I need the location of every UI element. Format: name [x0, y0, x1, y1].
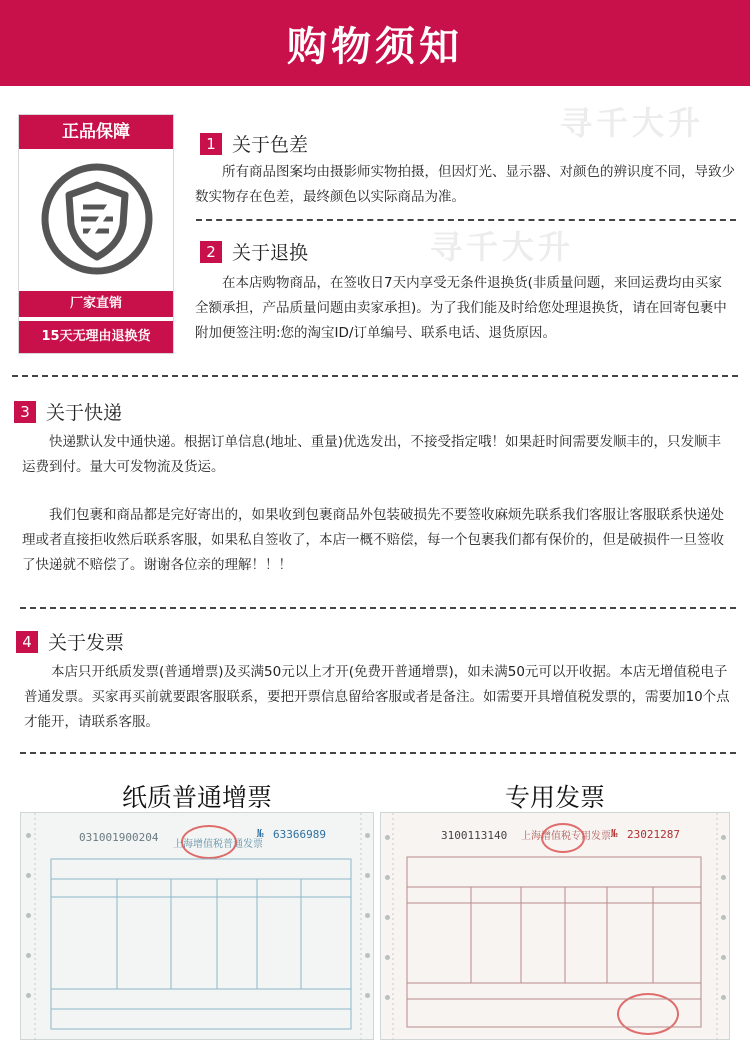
divider: [20, 607, 736, 609]
sprocket-hole: [26, 953, 31, 958]
sprocket-hole: [26, 913, 31, 918]
watermark: 寻千大升: [430, 228, 575, 266]
shield-icon: [39, 161, 155, 277]
sprocket-hole: [721, 915, 726, 920]
divider: [20, 752, 736, 754]
sprocket-hole: [385, 835, 390, 840]
divider: [196, 219, 736, 221]
sprocket-hole: [365, 833, 370, 838]
invoice-serial: 63366989: [273, 828, 326, 841]
badge-title: 正品保障: [19, 115, 173, 149]
section-number: 4: [16, 631, 38, 653]
invoice-serial: 23021287: [627, 828, 680, 841]
special-invoice-image: [380, 812, 730, 1040]
sprocket-hole: [721, 835, 726, 840]
invoice-serial-prefix: №: [257, 827, 264, 840]
sprocket-hole: [385, 915, 390, 920]
section-paragraph: 在本店购物商品，在签收日7天内享受无条件退换货(非质量问题，来回运费均由买家全额承担，产品质量问题由卖家承担)。为了我们能及时给您处理退换货，请在回寄包裹中附加便签注明:您的淘宝ID/订单编号、联系电话、退货原因。: [195, 275, 727, 341]
section-shipping: [14, 398, 122, 425]
invoice-heading: 上海增值税专用发票: [521, 831, 611, 842]
sprocket-hole: [385, 955, 390, 960]
sprocket-hole: [365, 953, 370, 958]
invoice-caption-special: 专用发票: [504, 783, 605, 812]
sprocket-hole: [26, 873, 31, 878]
section-title: 关于色差: [232, 134, 309, 156]
sprocket-hole: [26, 833, 31, 838]
invoice-heading: 上海增值税普通发票: [173, 839, 263, 850]
invoice-caption-paper: 纸质普通增票: [121, 783, 272, 812]
sprocket-hole: [721, 995, 726, 1000]
sprocket-hole: [385, 875, 390, 880]
section-paragraph: 本店只开纸质发票(普通增票)及买满50元以上才开(免费开普通增票)，如未满50元可以开收据。本店无增值税电子普通发票。买家再买前就要跟客服联系，要把开票信息留给客服或者是备注。如需要开具增值税发票的，需要加10个点才能开，请联系客服。: [24, 664, 730, 730]
invoice-grid: [21, 813, 375, 1041]
section-title: 关于退换: [232, 242, 309, 264]
invoice-code: 3100113140: [441, 829, 508, 842]
divider: [12, 375, 738, 377]
section-returns: [200, 238, 308, 265]
paper-invoice-image: [20, 812, 374, 1040]
guarantee-badge: [18, 114, 174, 354]
section-number: 2: [200, 241, 222, 263]
invoice-code: 031001900204: [79, 831, 159, 844]
section-number: 3: [14, 401, 36, 423]
sprocket-hole: [365, 913, 370, 918]
section-invoice: [16, 628, 124, 655]
invoice-serial-prefix: №: [611, 827, 618, 840]
section-paragraph: 我们包裹和商品都是完好寄出的，如果收到包裹商品外包装破损先不要签收麻烦先联系我们客服让客服联系快递处理或者直接拒收然后联系客服，如果私自签收了，本店一概不赔偿，每一个包裹我们都有保价的，但是破损件一旦签收了快递就不赔偿了。谢谢各位亲的理解！！！: [22, 507, 724, 573]
section-paragraph: 所有商品图案均由摄影师实物拍摄，但因灯光、显示器、对颜色的辨识度不同，导致少数实物存在色差，最终颜色以实际商品为准。: [195, 164, 735, 205]
page-header: [0, 0, 750, 86]
sprocket-hole: [721, 955, 726, 960]
section-number: 1: [200, 133, 222, 155]
sprocket-hole: [365, 873, 370, 878]
watermark: 寻千大升: [560, 104, 705, 142]
sprocket-hole: [26, 993, 31, 998]
sprocket-hole: [721, 875, 726, 880]
section-paragraph: 快递默认发中通快递。根据订单信息(地址、重量)优选发出，不接受指定哦！如果赶时间需要发顺丰的，只发顺丰运费到付。量大可发物流及货运。: [22, 434, 722, 475]
sprocket-hole: [365, 993, 370, 998]
sprocket-hole: [385, 995, 390, 1000]
section-title: 关于发票: [48, 632, 125, 654]
section-color-difference: [200, 130, 308, 157]
invoice-grid: [381, 813, 731, 1041]
section-title: 关于快递: [46, 402, 123, 424]
badge-factory-direct: 厂家直销: [19, 291, 173, 317]
page-title: 购物须知: [287, 22, 463, 70]
badge-return-policy: 15天无理由退换货: [19, 321, 173, 353]
